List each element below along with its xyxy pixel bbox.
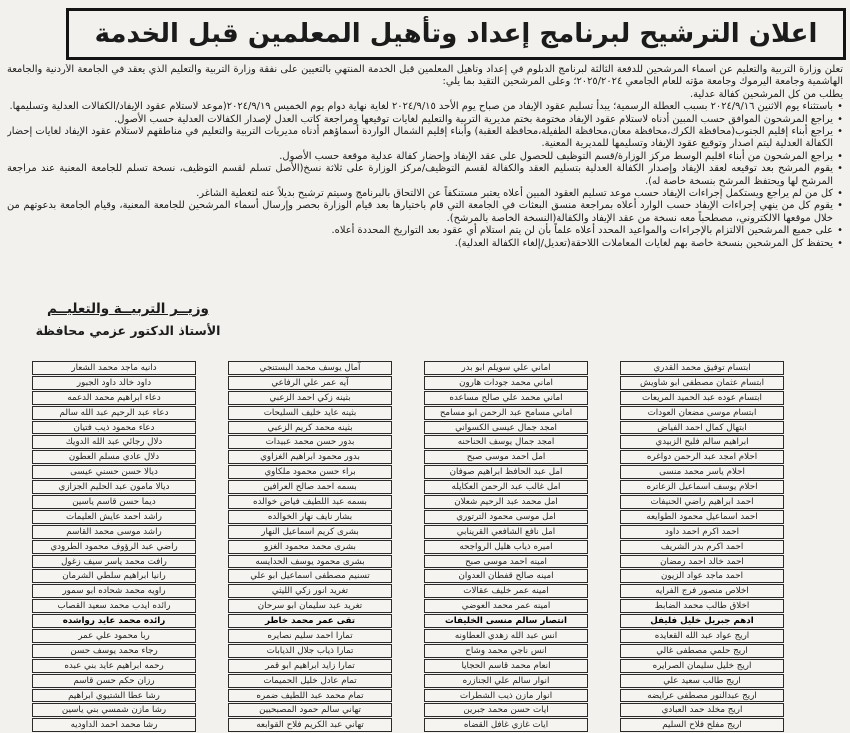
announcement-title-box <box>66 8 846 60</box>
instruction-item: • يراجع المرشحون الموافق حسب المبين أدناه لاستلام عقود الإيفاد مختومة بختم مديرية التربية والتعليم لغايات توقيعها ومراجعة كاتب العدل لإصدار الكفالات العدلية حسب الأصول. <box>7 114 843 126</box>
name-cell: انوار مازن ذيب الشطرات <box>424 689 588 703</box>
name-cell: احلام امجد عبد الرحمن دواغره <box>620 450 784 464</box>
name-cell: اريج مفلح فلاح السليم <box>620 718 784 732</box>
name-cell: ربا محمود علي عمر <box>32 629 196 643</box>
name-cell: تمارا زايد ابراهيم ابو قمر <box>228 659 392 673</box>
name-cell: اريج طالب سعيد علي <box>620 674 784 688</box>
name-cell: داود خالد داود الجبور <box>32 376 196 390</box>
name-cell: اماني علي سويلم ابو بدر <box>424 361 588 375</box>
name-cell: رائده محمد عايد رواشده <box>32 614 196 628</box>
name-cell: بثينه محمد كريم الزعبي <box>228 421 392 435</box>
page-title: اعلان الترشيح لبرنامج إعداد وتأهيل المعلمين قبل الخدمة <box>94 19 818 49</box>
name-cell: راويه محمد شحاده ابو سمور <box>32 584 196 598</box>
name-cell: امل محمد عبد الرحيم شعلان <box>424 495 588 509</box>
name-cell: تهاني سالم حمود المصبحيين <box>228 703 392 717</box>
name-cell: رزان حكم حسن قاسم <box>32 674 196 688</box>
name-cell: امجد جمال يوسف الحناحنه <box>424 435 588 449</box>
name-cell: رشا مازن شمسي بني ياسين <box>32 703 196 717</box>
name-cell: دلال عادي مسلم العطون <box>32 450 196 464</box>
name-cell: اميره ذياب هليل الرواجحه <box>424 540 588 554</box>
announcement-body <box>7 64 843 300</box>
instruction-item: • يقوم المرشح بعد توقيعه لعقد الإيفاد وإصدار الكفالة العدلية بتسليم العقد والكفالة لقسم التوظيف/مركز الوزارة على ثلاثة نسخ(الأصل تسلم لقسم التوظيف، نسخة تسلم للجامعة المعنية عند مراجعة المرشح لها ويحتفظ المرشح بنسخة خاصة له). <box>7 163 843 188</box>
names-column <box>424 361 588 733</box>
name-cell: اريج عبدالنور مصطفى عرايضه <box>620 689 784 703</box>
name-cell: اخلاق طالب محمد الضابط <box>620 599 784 613</box>
instruction-item: • يراجع أبناء إقليم الجنوب(محافظة الكرك،محافظة معان،محافظة الطفيلة،محافظة العقبة) وأبناء إقليم الشمال الواردة أسماؤهم أدناه مديريات التربية والتعليم في مناطقهم لاستلام عقود الإيفاد لغايات إحضار الكفالة العدلية ليتم اصدار وتوقيع عقود الإيفاد وتسليمها للمديرية المعنية. <box>7 126 843 151</box>
name-cell: امينه صالح قفطان العدوان <box>424 569 588 583</box>
name-cell: ابتهال كمال احمد الفياض <box>620 421 784 435</box>
name-cell: ابتسام توفيق محمد القدري <box>620 361 784 375</box>
name-cell: انوار سالم علي الجنازره <box>424 674 588 688</box>
name-cell: امل عبد الحافظ ابراهيم صوفان <box>424 465 588 479</box>
name-cell: اريج عواد عبد الله القعايده <box>620 629 784 643</box>
name-cell: رافت محمد ياسر سيف زغول <box>32 555 196 569</box>
instruction-item: • يراجع المرشحون من أبناء اقليم الوسط مركز الوزارة/قسم التوظيف للحصول على عقد الإيفاد وإحضار كفالة عدلية موقعة حسب الأصول. <box>7 151 843 163</box>
names-table <box>32 361 784 733</box>
name-cell: بثينه عايد خليف السليحات <box>228 406 392 420</box>
name-cell: تمام محمد عبد اللطيف ضمره <box>228 689 392 703</box>
instruction-item: • كل من لم يراجع ويستكمل إجراءات الإيفاد حسب موعد تسليم العقود المبين أعلاه يعتبر مستنكفاً عن الالتحاق بالبرنامج وسيتم ترشيح بديلاً عنه لتغطية الشاغر. <box>7 188 843 200</box>
name-cell: ابتسام عوده عبد الحميد المريعات <box>620 391 784 405</box>
name-cell: تسنيم مصطفى اسماعيل ابو علي <box>228 569 392 583</box>
name-cell: راشد موسى محمد القاسم <box>32 525 196 539</box>
name-cell: تغريد عبد سليمان ابو سرحان <box>228 599 392 613</box>
name-cell: امل موسى محمود الترتوري <box>424 510 588 524</box>
name-cell: بشرى محمد محمود الغزو <box>228 540 392 554</box>
name-cell: رشا عطا الشتيوي ابراهيم <box>32 689 196 703</box>
name-cell: امل نافع الشافعي القرينابي <box>424 525 588 539</box>
name-cell: انتصار سالم منسى الخليفات <box>424 614 588 628</box>
name-cell: بسمه احمد صالح العرافين <box>228 480 392 494</box>
names-column <box>228 361 392 733</box>
name-cell: انس ناجي محمد وشاح <box>424 644 588 658</box>
name-cell: دعاء محمود ذيب فتيان <box>32 421 196 435</box>
name-cell: انس عبد الله زهدي العطاونه <box>424 629 588 643</box>
name-cell: اماني محمد علي صالح مساعده <box>424 391 588 405</box>
name-cell: اريج مخلد حمد العبادي <box>620 703 784 717</box>
name-cell: بشرى محمود يوسف الحدايسه <box>228 555 392 569</box>
name-cell: اماني محمد جودات هارون <box>424 376 588 390</box>
name-cell: ابتسام موسى مضعان العودات <box>620 406 784 420</box>
signature-name: الأستاذ الدكتور عزمي محافظة <box>35 323 221 338</box>
name-cell: راشد احمد عايش العليمات <box>32 510 196 524</box>
name-cell: احمد ماجد عواد الزيون <box>620 569 784 583</box>
instruction-item: • يحتفظ كل المرشحين بنسخة خاصة بهم لغايات المعاملات اللاحقة(تعديل/إلغاء الكفالة العدلية). <box>7 238 843 250</box>
note-line: يطلب من كل المرشحين كفالة عدلية. <box>689 88 843 100</box>
name-cell: امينه احمد موسى صبح <box>424 555 588 569</box>
name-cell: ابتسام عثمان مصطفى ابو شاويش <box>620 376 784 390</box>
name-cell: بدور حسن محمد عبيدات <box>228 435 392 449</box>
name-cell: انعام محمد قاسم الحجايا <box>424 659 588 673</box>
name-cell: دعاء ابراهيم محمد الدعمه <box>32 391 196 405</box>
names-column <box>32 361 196 733</box>
instruction-item: • باستثناء يوم الاثنين ٢٠٢٤/٩/١٦ بسبب العطلة الرسمية؛ يبدأ تسليم عقود الإيفاد من صباح يوم الأحد ٢٠٢٤/٩/١٥ لغاية نهاية دوام يوم الخميس ٢٠٢٤/٩/١٩(موعد لاستلام عقود الإيفاد/الكفالات العدلية وتسليمها. <box>7 101 843 113</box>
signature-block <box>28 301 228 338</box>
name-cell: احلام يوسف اسماعيل الزعاتره <box>620 480 784 494</box>
name-cell: امل احمد موسى صبح <box>424 450 588 464</box>
name-cell: امينه عمر خليف عقالات <box>424 584 588 598</box>
name-cell: بشار نايف نهار الخوالده <box>228 510 392 524</box>
name-cell: رانيا ابراهيم سلطي الشرمان <box>32 569 196 583</box>
name-cell: امينه عمر محمد العوضي <box>424 599 588 613</box>
instructions-list <box>7 101 843 250</box>
names-column <box>620 361 784 733</box>
name-cell: اماني مسامح عبد الرحمن ابو مسامح <box>424 406 588 420</box>
name-cell: تمارا احمد سليم نصايره <box>228 629 392 643</box>
name-cell: احمد ابراهيم راضي الحنيفات <box>620 495 784 509</box>
name-cell: ديما حسن قاسم ياسين <box>32 495 196 509</box>
name-cell: اريج حلمي مصطفى غالي <box>620 644 784 658</box>
name-cell: ادهم جبريل خليل فليفل <box>620 614 784 628</box>
instruction-item: • على جميع المرشحين الالتزام بالإجراءات والمواعيد المحدد أعلاه علماً بأن لن يتم استلام أي عقود بعد التواريخ المحددة أعلاه. <box>7 225 843 237</box>
instruction-item: • يقوم كل من ينهي إجراءات الإيفاد حسب الوارد أعلاه بمراجعة منسق البعثات في الجامعة التي قام باختيارها بعد قيام الوزارة بحصر وإرسال أسماء المرشحين للجامعة المعنية، وقيام الجامعة بدعوتهم من خلال موقعها الالكتروني، مصطحباً معه نسخة من عقد الإيفاد والكفالة(النسخة الخاصة بالمرشح). <box>7 200 843 225</box>
signature-title: وزيــر التربيــة والتعليــم <box>47 301 209 317</box>
name-cell: ديالا حسن حسني عيسى <box>32 465 196 479</box>
name-cell: تهاني عبد الكريم فلاح القوابعه <box>228 718 392 732</box>
name-cell: ابراهيم سالم فليح الزبيدي <box>620 435 784 449</box>
name-cell: امجد جمال عيسى الكسواني <box>424 421 588 435</box>
name-cell: بثينه زكي احمد الزعبي <box>228 391 392 405</box>
name-cell: امل غالب عبد الرحمن العكايله <box>424 480 588 494</box>
name-cell: اخلاص منصور فرج الفرايه <box>620 584 784 598</box>
name-cell: اريج خليل سليمان الصرايره <box>620 659 784 673</box>
name-cell: آمال يوسف محمد البستنجي <box>228 361 392 375</box>
name-cell: احمد اكرم بدر الشريف <box>620 540 784 554</box>
name-cell: احلام ياسر محمد منسى <box>620 465 784 479</box>
intro-paragraph: تعلن وزارة التربية والتعليم عن أسماء المرشحين للدفعة الثالثة لبرنامج الدبلوم في إعداد وتأهيل المعلمين قبل الخدمة المنتهي بالتعيين على نفقة وزارة التربية والتعليم الذي يعقد في الجامعة الأردنية والجامعة الهاشمية وجامعة اليرموك وجامعة مؤته للعام الجامعي ٢٠٢٥/٢٠٢٤؛ وعلى المرشحين التقيد بما يلي: <box>7 64 843 88</box>
name-cell: تغريد انور زكي الليثي <box>228 584 392 598</box>
name-cell: تمام عادل خليل الحميمات <box>228 674 392 688</box>
name-cell: بسمه عبد اللطيف فياض خوالده <box>228 495 392 509</box>
name-cell: رحمه ابراهيم عايد بني عبده <box>32 659 196 673</box>
name-cell: ديالا مامون عبد الحليم الجزازي <box>32 480 196 494</box>
name-cell: ايات حسن محمد جبرين <box>424 703 588 717</box>
name-cell: دانيه ماجد محمد الشعار <box>32 361 196 375</box>
name-cell: دلال رجائي عبد الله الدويك <box>32 435 196 449</box>
name-cell: بدور محمود ابراهيم الغزاوي <box>228 450 392 464</box>
name-cell: احمد اسماعيل محمود الطوايعه <box>620 510 784 524</box>
name-cell: دعاء عبد الرحيم عبد الله سالم <box>32 406 196 420</box>
name-cell: تمارا ذياب جلال الذيابات <box>228 644 392 658</box>
name-cell: احمد اكرم احمد داود <box>620 525 784 539</box>
name-cell: احمد خالد احمد رمضان <box>620 555 784 569</box>
name-cell: بشرى كريم اسماعيل النهار <box>228 525 392 539</box>
name-cell: آيه عمر علي الرفاعي <box>228 376 392 390</box>
name-cell: ايات غازي غافل القضاه <box>424 718 588 732</box>
name-cell: رشا محمد احمد الداوديه <box>32 718 196 732</box>
name-cell: رائده ايدب محمد سعيد القصاب <box>32 599 196 613</box>
name-cell: تقى عمر محمد خاطر <box>228 614 392 628</box>
name-cell: رجاء محمد يوسف حسن <box>32 644 196 658</box>
name-cell: براء حسن محمود ملكاوي <box>228 465 392 479</box>
name-cell: راضي عبد الرؤوف محمود الطرودي <box>32 540 196 554</box>
